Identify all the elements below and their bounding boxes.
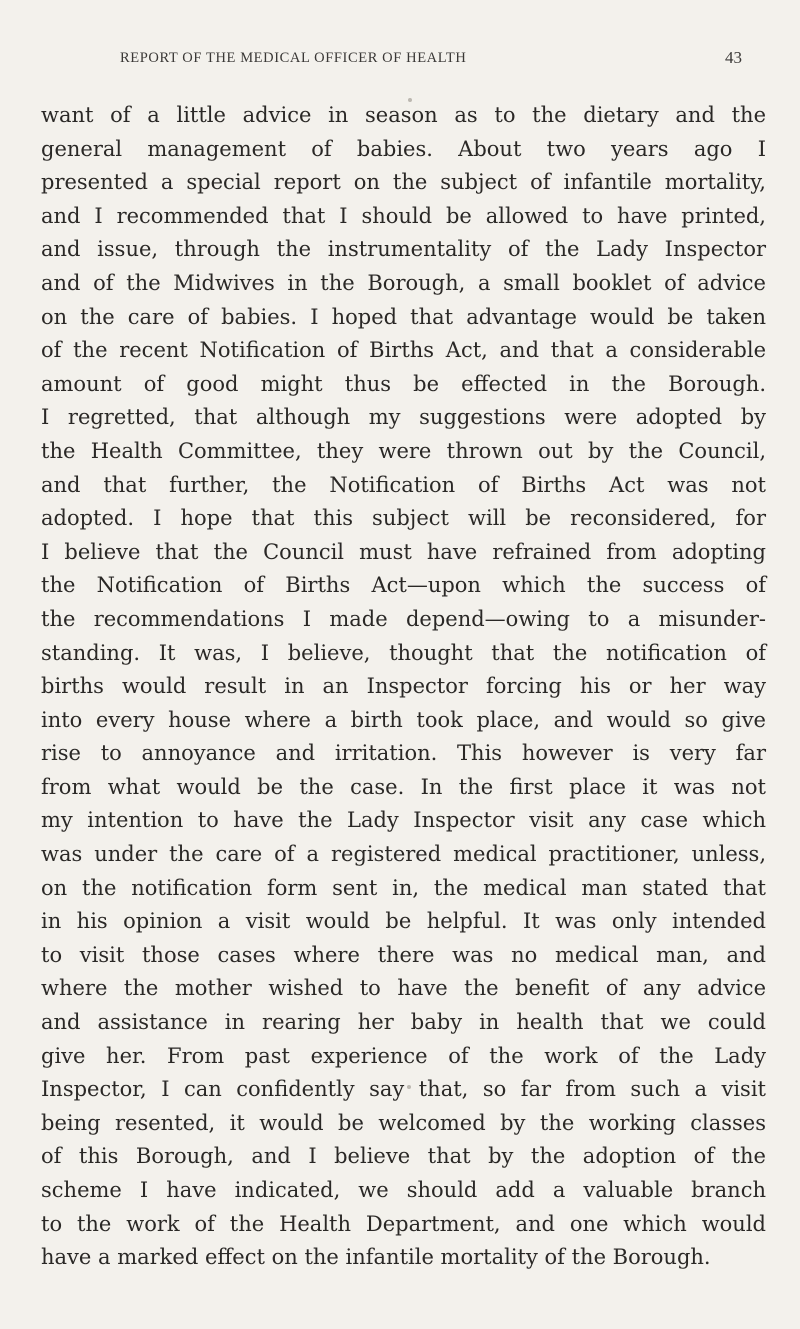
text-line: where the mother wished to have the benefit of any advice [41, 976, 766, 1001]
text-line: the Notification of Births Act—upon which the success of [41, 573, 766, 598]
running-header-title: REPORT OF THE MEDICAL OFFICER OF HEALTH [120, 50, 467, 66]
text-line: and that further, the Notification of Births Act was not [41, 472, 766, 497]
text-line: rise to annoyance and irritation. This however is very far [41, 741, 766, 766]
page-number: 43 [725, 48, 742, 67]
text-line: on the care of babies. I hoped that advantage would be taken [41, 304, 766, 329]
text-line: to visit those cases where there was no medical man, and [41, 942, 766, 967]
text-line: into every house where a birth took place, and would so give [41, 707, 766, 732]
text-line: standing. It was, I believe, thought that the notification of [41, 640, 766, 665]
text-line: the recommendations I made depend—owing to a misunder- [41, 606, 766, 631]
text-line: I believe that the Council must have refrained from adopting [41, 539, 766, 564]
text-line: scheme I have indicated, we should add a valuable branch [41, 1178, 766, 1202]
text-line: my intention to have the Lady Inspector visit any case which [41, 808, 766, 833]
text-line: adopted. I hope that this subject will be reconsidered, for [41, 506, 766, 531]
text-line: to the work of the Health Department, and one which would [41, 1211, 766, 1236]
text-line: presented a special report on the subject of infantile mortality, [41, 170, 766, 195]
text-line: from what would be the case. In the first place it was not [41, 774, 766, 799]
text-line: want of a little advice in season as to the dietary and the [41, 103, 766, 127]
text-line: and issue, through the instrumentality of the Lady Inspector [41, 237, 766, 262]
body-paragraph [41, 99, 766, 1275]
text-line: in his opinion a visit would be helpful. It was only intended [41, 909, 766, 934]
text-line: of the recent Notification of Births Act, and that a considerable [41, 338, 766, 363]
text-line: have a marked effect on the infantile mortality of the Borough. [41, 1245, 711, 1270]
text-line: amount of good might thus be effected in the Borough. [41, 371, 766, 396]
running-header [120, 50, 742, 74]
text-line: I regretted, that although my suggestions were adopted by [41, 405, 766, 430]
text-line: Inspector, I can confidently say that, so far from such a visit [41, 1077, 766, 1102]
text-line: births would result in an Inspector forcing his or her way [41, 674, 766, 699]
text-line: and assistance in rearing her baby in health that we could [41, 1010, 766, 1035]
text-line: give her. From past experience of the work of the Lady [41, 1043, 766, 1068]
text-line: being resented, it would be welcomed by the working classes [41, 1110, 766, 1135]
text-line: and I recommended that I should be allowed to have printed, [41, 203, 766, 228]
text-line: the Health Committee, they were thrown out by the Council, [41, 438, 766, 463]
text-line: was under the care of a registered medical practitioner, unless, [41, 842, 766, 867]
text-line: of this Borough, and I believe that by the adoption of the [41, 1144, 766, 1169]
text-line: and of the Midwives in the Borough, a small booklet of advice [41, 270, 766, 295]
text-line: on the notification form sent in, the medical man stated that [41, 875, 766, 900]
text-line: general management of babies. About two years ago I [41, 136, 766, 161]
